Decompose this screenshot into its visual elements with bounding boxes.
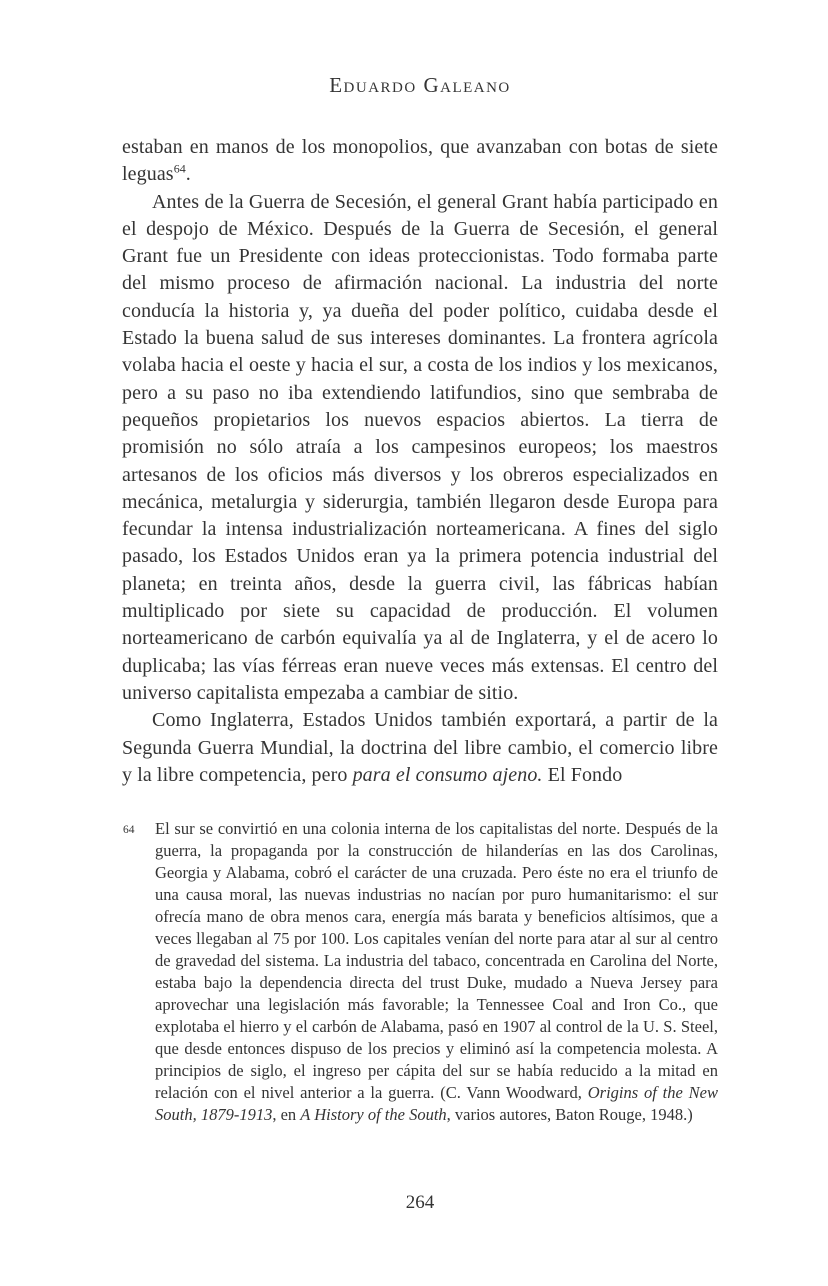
cited-collection-title: A History of the South xyxy=(300,1105,447,1124)
italic-phrase: para el consumo ajeno. xyxy=(352,763,543,786)
paragraph-1 xyxy=(122,134,718,189)
paragraph-1-text: estaban en manos de los monopolios, que avanzaban con botas de siete leguas xyxy=(122,136,718,186)
author-name: Eduardo Galeano xyxy=(329,73,511,97)
footnote-64 xyxy=(122,818,718,1126)
running-header xyxy=(122,73,718,98)
page-number xyxy=(122,1192,718,1214)
footnote-marker: 64 xyxy=(123,824,135,836)
body-text xyxy=(122,134,718,789)
footnote-text-connector: , en xyxy=(272,1105,301,1124)
paragraph-3 xyxy=(122,707,718,789)
paragraph-1-end: . xyxy=(185,163,191,186)
page-number-value: 264 xyxy=(405,1192,435,1213)
cited-work-title: Origins of the New South, 1879-1913 xyxy=(155,1083,718,1124)
footnote-text: El sur se convirtió en una colonia interna de los capitalistas del norte. Después de la guerra, la propaganda por la construcción de hilanderías en las dos Carolinas, Georgia y Alabama, cobró el carácter de una cruzada. Pero éste no era el triunfo de una causa moral, las nuevas industrias no nacían por puro humanitarismo: el sur ofrecía mano de obra menos cara, energía más barata y beneficios altísimos, que a veces llegaban al 75 por 100. Los capitales venían del norte para atar al sur al centro de gravedad del sistema. La industria del tabaco, concentrada en Carolina del Norte, estaba bajo la dependencia directa del trust Duke, mudado a Nueva Jersey para aprovechar una legislación más favorable; la Tennessee Coal and Iron Co., que explotaba el hierro y el carbón de Alabama, pasó en 1907 al control de la U. S. Steel, que desde entonces dispuso de los precios y eliminó así la competencia molesta. A principios de siglo, el ingreso per cápita del sur se había reducido a la mitad en relación con el nivel anterior a la guerra. (C. Vann Woodward, xyxy=(155,819,718,1102)
paragraph-3-text: Como Inglaterra, Estados Unidos también exportará, a partir de la Segunda Guerra Mundial, la doctrina del libre cambio, el comercio libre y la libre competencia, pero xyxy=(122,709,718,786)
paragraph-2-text: Antes de la Guerra de Secesión, el general Grant había participado en el despojo de México. Después de la Guerra de Secesión, el general Grant fue un Presidente con ideas proteccionistas. Todo formaba parte del mismo proceso de afirmación nacional. La industria del norte conducía la historia y, ya dueña del poder político, cuidaba desde el Estado la buena salud de sus intereses dominantes. La frontera agrícola volaba hacia el oeste y hacia el sur, a costa de los indios y los mexicanos, pero a su paso no iba extendiendo latifundios, sino que sembraba de pequeños propietarios los nuevos espacios abiertos. La tierra de promisión no sólo atraía a los campesinos europeos; los maestros artesanos de los oficios más diversos y los obreros especializados en mecánica, metalurgia y siderurgia, también llegaron desde Europa para fecundar la intensa industrialización norteamericana. A fines del siglo pasado, los Estados Unidos eran ya la primera potencia industrial del planeta; en treinta años, desde la guerra civil, las fábricas habían multiplicado por siete su capacidad de producción. El volumen norteamericano de carbón equivalía ya al de Inglaterra, y el de acero lo duplicaba; las vías férreas eran nueve veces más extensas. El centro del universo capitalista empezaba a cambiar de sitio. xyxy=(122,190,718,704)
paragraph-3-end: El Fondo xyxy=(542,763,623,786)
paragraph-2 xyxy=(122,189,718,708)
footnote-ref-64: 64 xyxy=(173,161,186,176)
footnote-text-end: , varios autores, Baton Rouge, 1948.) xyxy=(446,1105,693,1124)
